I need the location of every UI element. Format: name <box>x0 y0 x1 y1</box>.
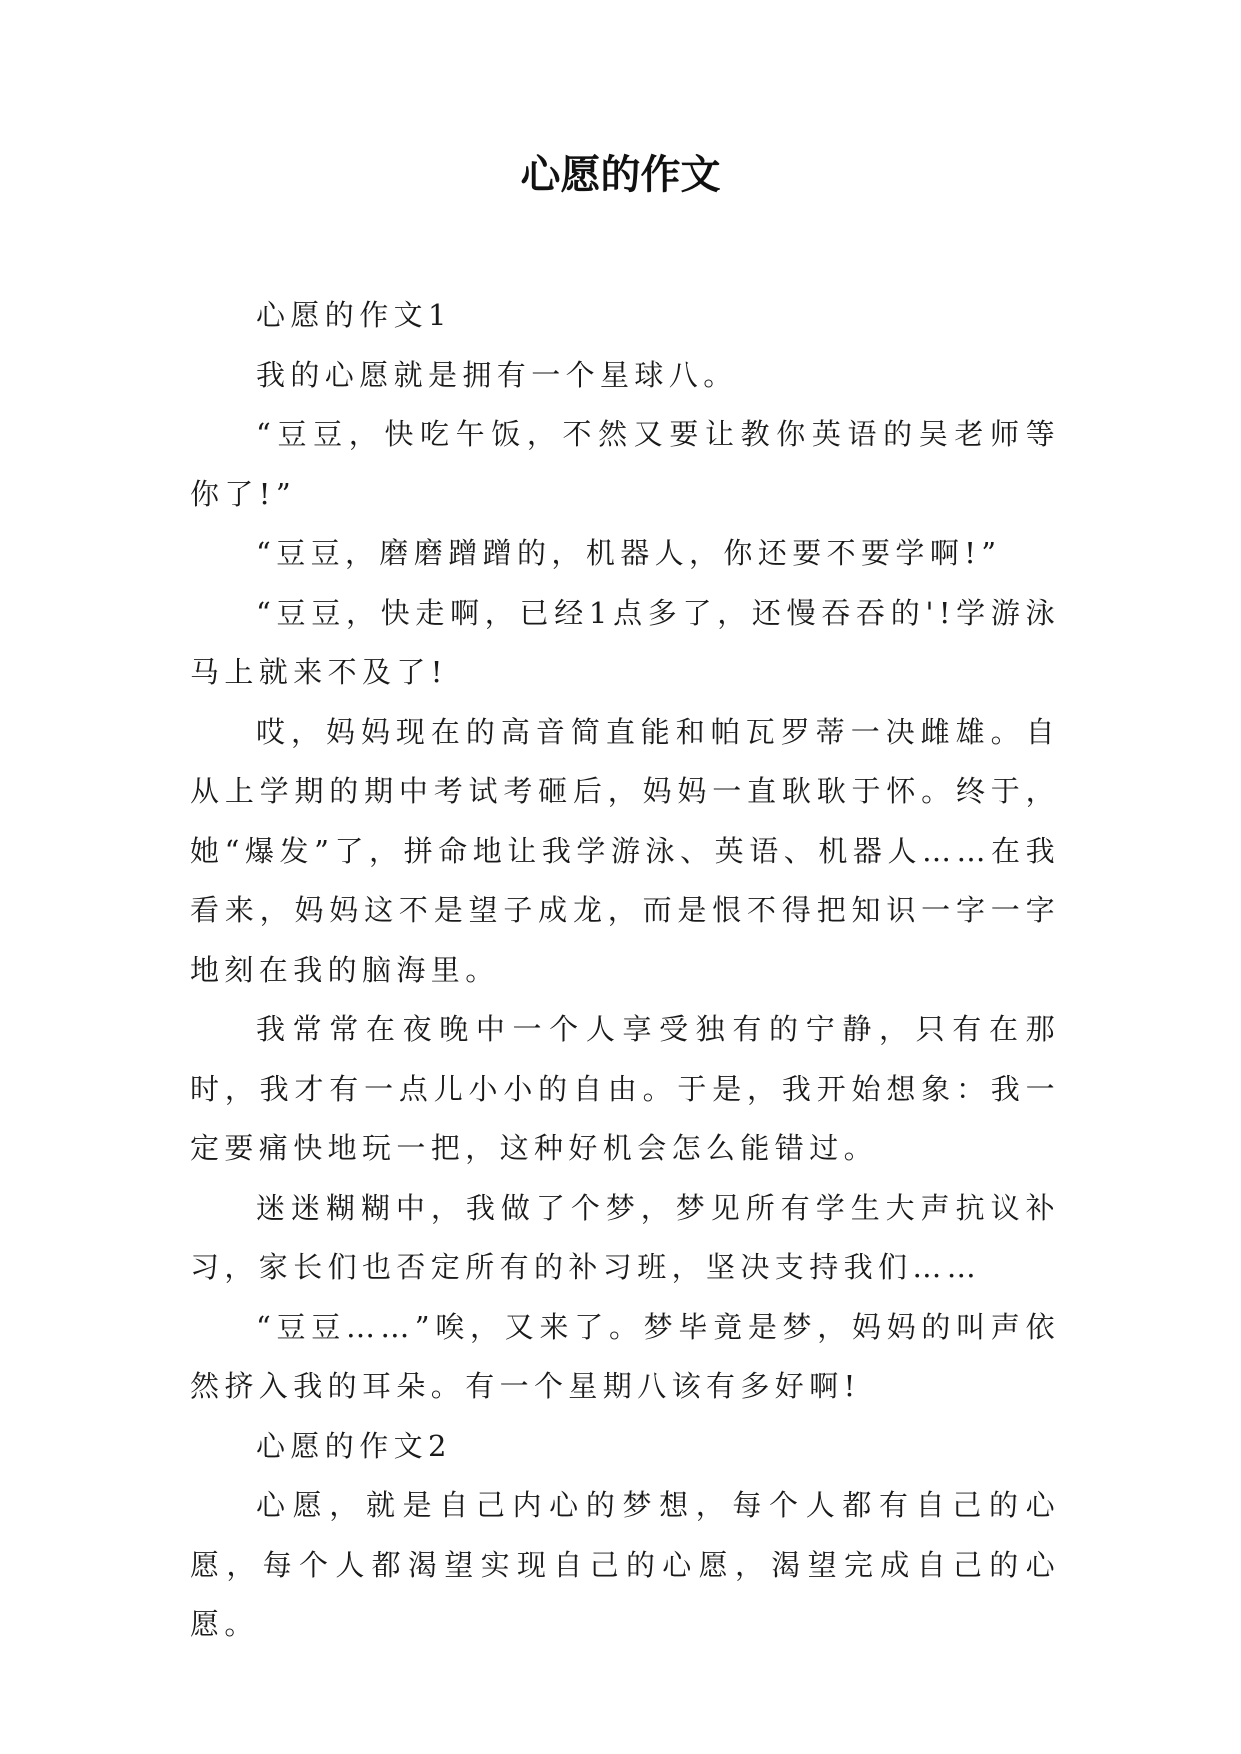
paragraph: 哎，妈妈现在的高音简直能和帕瓦罗蒂一决雌雄。自从上学期的期中考试考砸后，妈妈一直耿耿于怀。终于，她“爆发”了，拼命地让我学游泳、英语、机器人……在我看来，妈妈这不是望子成龙，而是恨不得把知识一字一字地刻在我的脑海里。 <box>190 714 1060 987</box>
paragraph: “豆豆，快吃午饭，不然又要让教你英语的吴老师等你了!” <box>190 417 1060 511</box>
section-heading-1: 心愿的作文1 <box>256 298 452 332</box>
paragraph: “豆豆，快走啊，已经1点多了，还慢吞吞的'!学游泳马上就来不及了! <box>190 595 1060 689</box>
section-heading-2: 心愿的作文2 <box>256 1428 452 1463</box>
paragraph: 心愿，就是自己内心的梦想，每个人都有自己的心愿，每个人都渴望实现自己的心愿，渴望完成自己的心愿。 <box>190 1488 1060 1641</box>
paragraph: 我的心愿就是拥有一个星球八。 <box>256 357 738 392</box>
document-body <box>190 286 1060 1655</box>
paragraph: 我常常在夜晚中一个人享受独有的宁静，只有在那时，我才有一点儿小小的自由。于是，我开始想象：我一定要痛快地玩一把，这种好机会怎么能错过。 <box>190 1012 1060 1165</box>
document-title: 心愿的作文 <box>520 152 721 198</box>
paragraph: 迷迷糊糊中，我做了个梦，梦见所有学生大声抗议补习，家长们也否定所有的补习班，坚决支持我们…… <box>190 1190 1060 1284</box>
paragraph: “豆豆，磨磨蹭蹭的，机器人，你还要不要学啊!” <box>256 536 1002 570</box>
paragraph: “豆豆……”唉，又来了。梦毕竟是梦，妈妈的叫声依然挤入我的耳朵。有一个星期八该有多好啊! <box>190 1309 1060 1403</box>
